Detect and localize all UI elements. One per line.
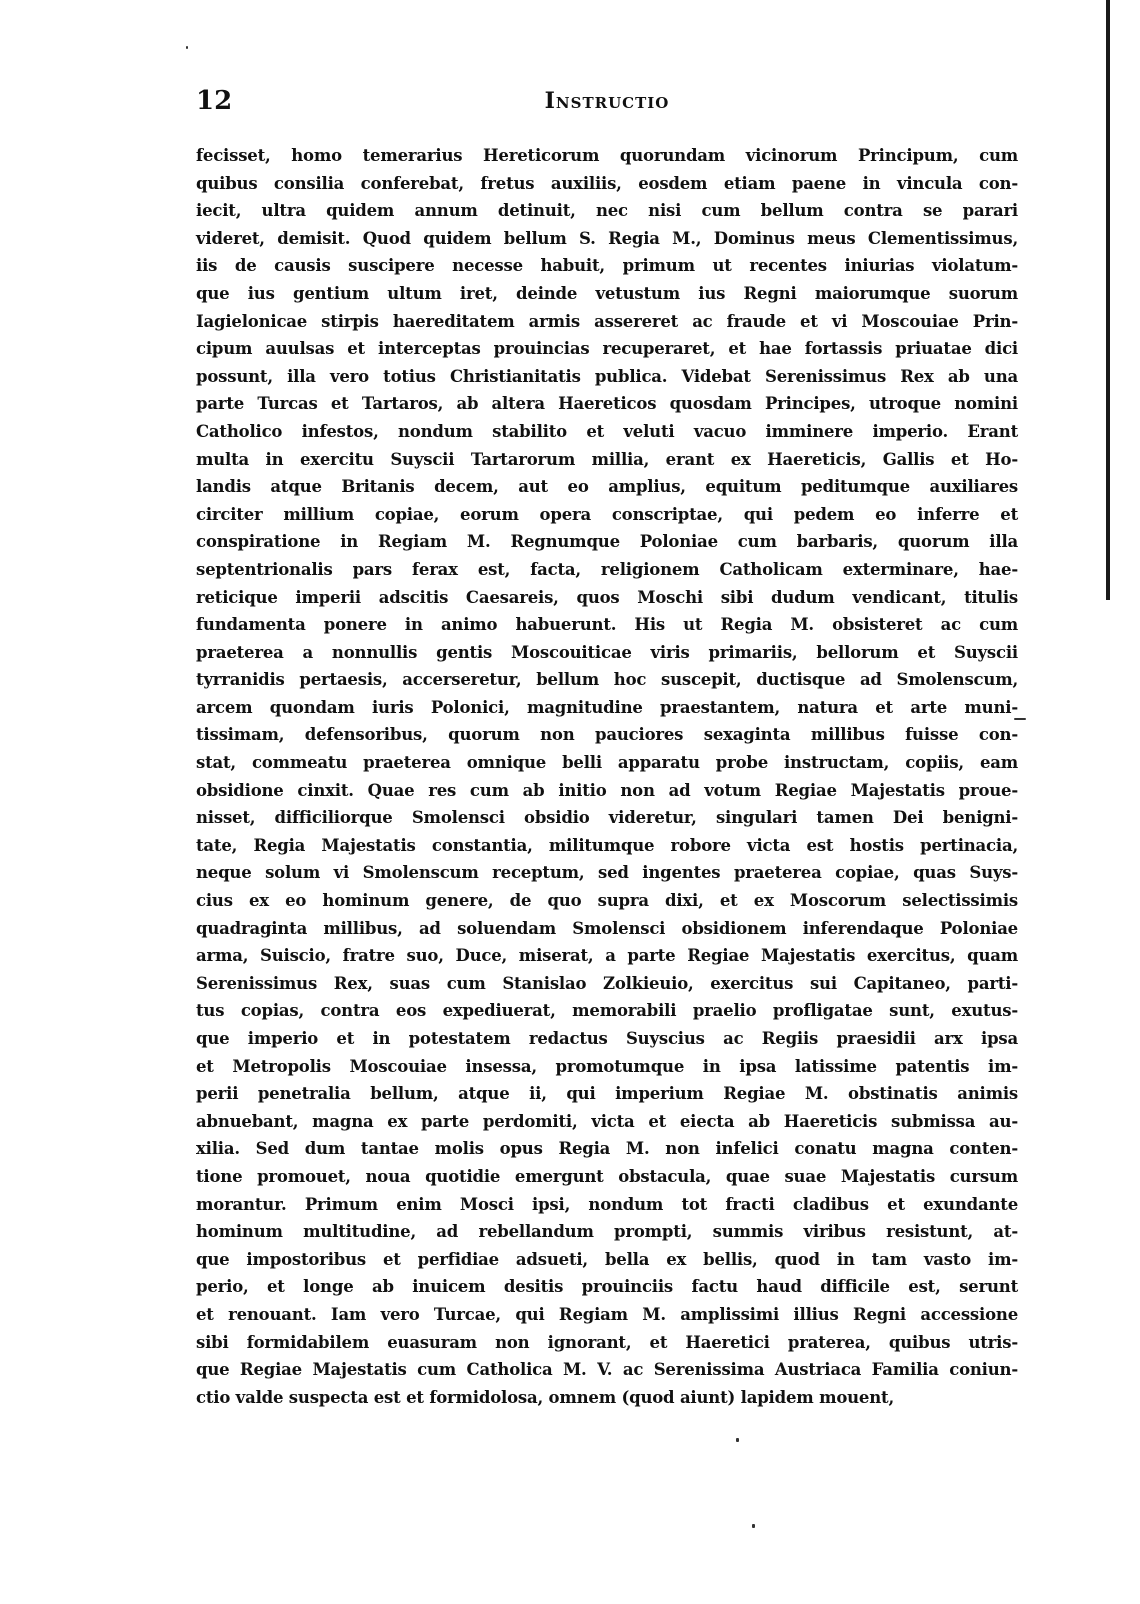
text-line: fundamenta ponere in animo habuerunt. His ut Regia M. obsisteret ac cum (196, 615, 1018, 635)
page-number: 12 (196, 86, 233, 116)
text-line: conspiratione in Regiam M. Regnumque Poloniae cum barbaris, quorum illa (196, 532, 1018, 552)
text-line: ctio valde suspecta est et formidolosa, omnem (quod aiunt) lapidem mouent, (196, 1387, 894, 1407)
text-line: stat, commeatu praeterea omnique belli apparatu probe instructam, copiis, eam (196, 753, 1018, 773)
scan-speck (736, 1438, 739, 1442)
text-line: videret, demisit. Quod quidem bellum S. Regia M., Dominus meus Clementissimus, (196, 228, 1018, 248)
text-line: et Metropolis Moscouiae insessa, promotumque in ipsa latissime patentis im- (196, 1056, 1018, 1076)
scan-speck (752, 1524, 755, 1528)
text-line: praeterea a nonnullis gentis Moscouiticae viris primariis, bellorum et Suyscii (196, 642, 1018, 662)
text-line: obsidione cinxit. Quae res cum ab initio non ad votum Regiae Majestatis proue- (196, 780, 1018, 800)
text-line: Catholico infestos, nondum stabilito et veluti vacuo imminere imperio. Erant (196, 421, 1018, 441)
running-title: Instructio (544, 88, 670, 114)
text-line: neque solum vi Smolenscum receptum, sed ingentes praeterea copiae, quas Suys- (196, 863, 1018, 883)
text-line: circiter millium copiae, eorum opera conscriptae, qui pedem eo inferre et (196, 504, 1018, 524)
text-line: tate, Regia Majestatis constantia, militumque robore victa est hostis pertinacia, (196, 835, 1018, 855)
text-line: arma, Suiscio, fratre suo, Duce, miserat, a parte Regiae Majestatis exercitus, quam (196, 946, 1018, 966)
text-line: quadraginta millibus, ad soluendam Smolensci obsidionem inferendaque Poloniae (196, 918, 1018, 938)
text-line: possunt, illa vero totius Christianitatis publica. Videbat Serenissimus Rex ab una (196, 366, 1018, 386)
text-line: tus copias, contra eos expediuerat, memorabili praelio profligatae sunt, exutus- (196, 1001, 1018, 1021)
text-line: hominum multitudine, ad rebellandum prompti, summis viribus resistunt, at- (196, 1222, 1018, 1242)
text-line: arcem quondam iuris Polonici, magnitudine praestantem, natura et arte muni- (196, 697, 1018, 717)
text-line: morantur. Primum enim Mosci ipsi, nondum tot fracti cladibus et exundante (196, 1194, 1018, 1214)
text-line: cius ex eo hominum genere, de quo supra dixi, et ex Moscorum selectissimis (196, 891, 1018, 911)
text-line: septentrionalis pars ferax est, facta, religionem Catholicam exterminare, hae- (196, 559, 1018, 579)
text-line: cipum auulsas et interceptas prouincias recuperaret, et hae fortassis priuatae dici (196, 339, 1018, 359)
text-line: xilia. Sed dum tantae molis opus Regia M. non infelici conatu magna conten- (196, 1139, 1018, 1159)
text-line: multa in exercitu Suyscii Tartarorum millia, erant ex Haereticis, Gallis et Ho- (196, 449, 1018, 469)
text-line: abnuebant, magna ex parte perdomiti, victa et eiecta ab Haereticis submissa au- (196, 1111, 1018, 1131)
text-line: tissimam, defensoribus, quorum non pauciores sexaginta millibus fuisse con- (196, 725, 1018, 745)
text-line: perii penetralia bellum, atque ii, qui imperium Regiae M. obstinatis animis (196, 1084, 1018, 1104)
text-line: fecisset, homo temerarius Hereticorum quorundam vicinorum Principum, cum (196, 146, 1018, 165)
text-line: Iagielonicae stirpis haereditatem armis assereret ac fraude et vi Moscouiae Prin- (196, 311, 1018, 331)
text-line: que imperio et in potestatem redactus Suyscius ac Regiis praesidii arx ipsa (196, 1029, 1018, 1048)
text-line: iecit, ultra quidem annum detinuit, nec nisi cum bellum contra se parari (196, 201, 1018, 221)
text-line: reticique imperii adscitis Caesareis, quos Moschi sibi dudum vendicant, titulis (196, 587, 1018, 607)
text-line: Serenissimus Rex, suas cum Stanislao Zolkieuio, exercitus sui Capitaneo, parti- (196, 973, 1018, 993)
text-line: et renouant. Iam vero Turcae, qui Regiam M. amplissimi illius Regni accessione (196, 1304, 1018, 1324)
text-line: que Regiae Majestatis cum Catholica M. V. ac Serenissima Austriaca Familia coniun- (196, 1360, 1018, 1380)
text-line: sibi formidabilem euasuram non ignorant, et Haeretici praterea, quibus utris- (196, 1332, 1018, 1352)
text-line: que impostoribus et perfidiae adsueti, bella ex bellis, quod in tam vasto im- (196, 1249, 1018, 1269)
page-header (196, 84, 1018, 118)
body-text (196, 142, 1018, 1411)
scan-speck (186, 46, 188, 49)
text-line: tyrranidis pertaesis, accerseretur, bellum hoc suscepit, ductisque ad Smolenscum, (196, 670, 1018, 690)
text-line: parte Turcas et Tartaros, ab altera Haereticos quosdam Principes, utroque nomini (196, 394, 1018, 414)
text-line: tione promouet, noua quotidie emergunt obstacula, quae suae Majestatis cursum (196, 1166, 1018, 1186)
page-edge-rule (1106, 0, 1110, 600)
text-line: que ius gentium ultum iret, deinde vetustum ius Regni maiorumque suorum (196, 283, 1018, 303)
text-line: iis de causis suscipere necesse habuit, primum ut recentes iniurias violatum- (196, 256, 1018, 276)
text-line: nisset, difficiliorque Smolensci obsidio videretur, singulari tamen Dei benigni- (196, 808, 1018, 828)
text-line: quibus consilia conferebat, fretus auxiliis, eosdem etiam paene in vincula con- (196, 173, 1018, 193)
text-line: landis atque Britanis decem, aut eo amplius, equitum peditumque auxiliares (196, 477, 1018, 497)
text-line: perio, et longe ab inuicem desitis prouinciis factu haud difficile est, serunt (196, 1277, 1018, 1297)
scan-speck (1014, 718, 1026, 720)
